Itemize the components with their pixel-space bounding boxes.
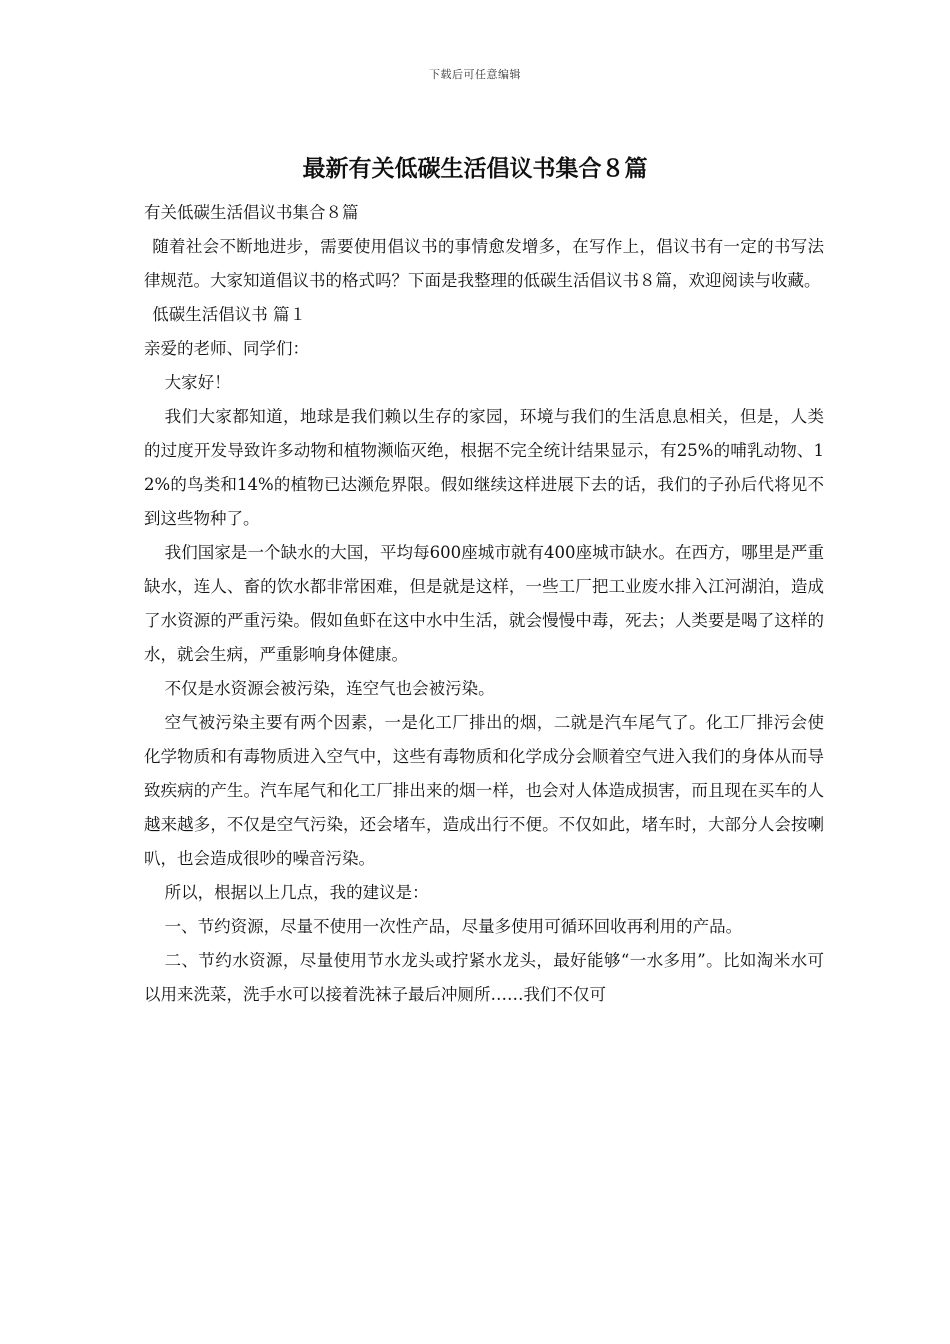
paragraph-greeting: 大家好！ (164, 373, 231, 392)
paragraph-body: 所以，根据以上几点，我的建议是： (164, 883, 429, 902)
paragraph-body: 空气被污染主要有两个因素，一是化工厂排出的烟，二就是汽车尾气了。化工厂排污会使化学物质和有毒物质进入空气中，这些有毒物质和化学成分会顺着空气进入我们的身体从而导致疾病的产生。汽车尾气和化工厂排出来的烟一样，也会对人体造成损害，而且现在买车的人越来越多，不仅是空气污染，还会堵车，造成出行不便。不仅如此，堵车时，大部分人会按喇叭，也会造成很吵的噪音污染。 (144, 713, 824, 868)
document-body (144, 196, 824, 1012)
header-note: 下载后可任意编辑 (429, 68, 521, 81)
paragraph-body: 我们大家都知道，地球是我们赖以生存的家园，环境与我们的生活息息相关，但是，人类的过度开发导致许多动物和植物濒临灭绝，根据不完全统计结果显示，有25%的哺乳动物、12%的鸟类和14%的植物已达濒危界限。假如继续这样进展下去的话，我们的子孙后代将见不到这些物种了。 (144, 407, 824, 528)
document-title: 最新有关低碳生活倡议书集合８篇 (302, 156, 648, 182)
paragraph-body: 我们国家是一个缺水的大国，平均每600座城市就有400座城市缺水。在西方，哪里是严重缺水，连人、畜的饮水都非常困难，但是就是这样，一些工厂把工业废水排入江河湖泊，造成了水资源的严重污染。假如鱼虾在这中水中生活，就会慢慢中毒，死去；人类要是喝了这样的水，就会生病，严重影响身体健康。 (144, 543, 824, 664)
paragraph-intro: 随着社会不断地进步，需要使用倡议书的事情愈发增多，在写作上，倡议书有一定的书写法律规范。大家知道倡议书的格式吗？下面是我整理的低碳生活倡议书８篇，欢迎阅读与收藏。 (144, 237, 824, 290)
paragraph-salutation: 亲爱的老师、同学们： (144, 339, 309, 358)
section-heading: 低碳生活倡议书 篇１ (152, 305, 306, 324)
paragraph-suggestion: 一、节约资源，尽量不使用一次性产品，尽量多使用可循环回收再利用的产品。 (164, 917, 743, 936)
paragraph-suggestion: 二、节约水资源，尽量使用节水龙头或拧紧水龙头，最好能够“一水多用”。比如淘米水可以用来洗菜，洗手水可以接着洗袜子最后冲厕所……我们不仅可 (144, 951, 824, 1004)
paragraph-subtitle: 有关低碳生活倡议书集合８篇 (144, 203, 359, 222)
paragraph-body: 不仅是水资源会被污染，连空气也会被污染。 (164, 679, 495, 698)
